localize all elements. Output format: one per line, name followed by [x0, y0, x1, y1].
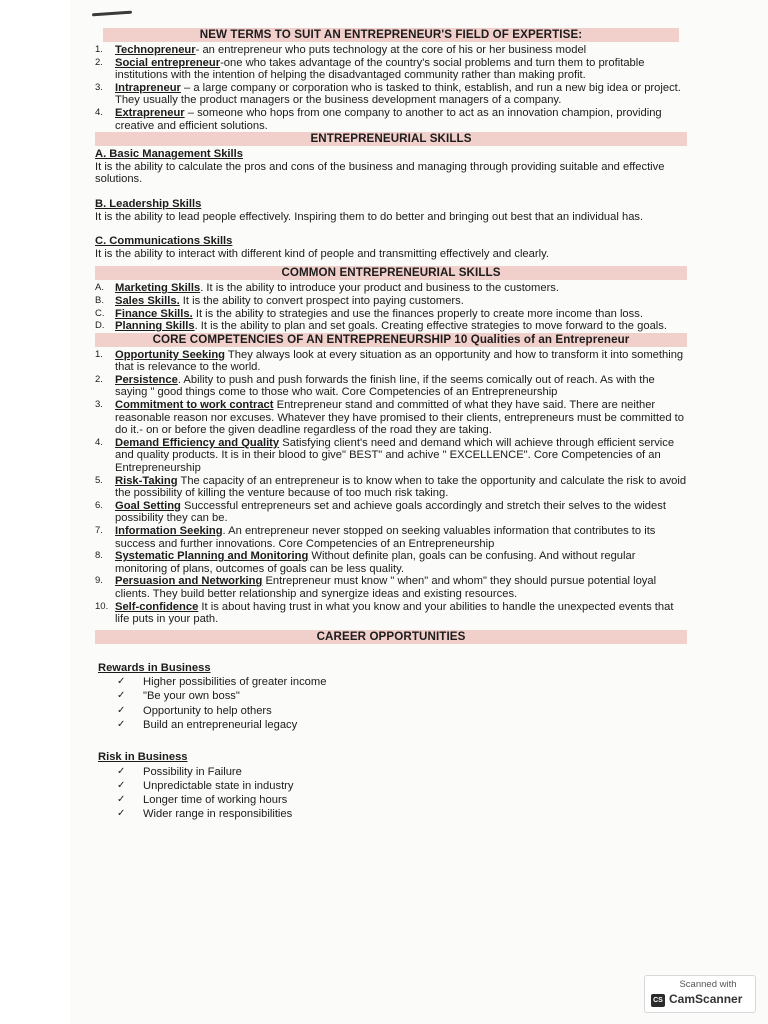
list-item: 8. Systematic Planning and Monitoring Without definite plan, goals can be confusing. And without regular monitoring of plans, outcomes of goals can be less quality. — [95, 550, 636, 575]
risk-heading: Risk in Business — [98, 751, 188, 764]
list-item: ✓ Opportunity to help others — [117, 704, 272, 717]
list-item: B. Sales Skills. It is the ability to convert prospect into paying customers. — [95, 294, 464, 307]
list-item: 6. Goal Setting Successful entrepreneurs set and achieve goals accordingly and stretch their selves to the widest possibility they can be. — [95, 499, 666, 525]
section-title-new-terms: NEW TERMS TO SUIT AN ENTREPRENEUR'S FIELD OF EXPERTISE: — [103, 28, 679, 42]
list-item: ✓ Longer time of working hours — [117, 794, 288, 806]
list-item: C. Finance Skills. It is the ability to strategies and use the finances properly to create more income than loss. — [95, 307, 643, 320]
rewards-heading: Rewards in Business — [98, 661, 211, 674]
section-title-entrepreneurial-skills: ENTREPRENEURIAL SKILLS — [95, 132, 687, 146]
section-title-common-skills: COMMON ENTREPRENEURIAL SKILLS — [95, 266, 687, 280]
section-title-core-competencies: CORE COMPETENCIES OF AN ENTREPRENEURSHIP 10 Qualities of an Entrepreneur — [95, 333, 687, 347]
skill-block — [95, 235, 687, 260]
new-terms-list — [95, 44, 687, 132]
list-item: 3. Intrapreneur – a large company or corporation who is tasked to think, establish, and run a new big idea or project. They usually the product managers or the business development managers of a company. — [95, 81, 681, 107]
skill-text: It is the ability to calculate the pros and cons of the business and managing through providing suitable and effective solutions. — [95, 160, 665, 186]
list-item: 4. Extrapreneur – someone who hops from one company to another to act as an innovation champion, providing creative and efficient solutions. — [95, 106, 662, 132]
list-item: 1. Technopreneur- an entrepreneur who puts technology at the core of his or her business model — [95, 44, 587, 56]
camscanner-brand: CamScanner — [669, 992, 743, 1006]
scanned-with-label: Scanned with — [679, 979, 737, 990]
skill-heading: A. Basic Management Skills — [95, 148, 243, 161]
check-icon: ✓ — [117, 690, 126, 702]
list-item: 1. Opportunity Seeking They always look at every situation as an opportunity and how to transform it into something that is relevance to the world. — [95, 348, 684, 374]
list-item: ✓ "Be your own boss" — [117, 690, 240, 703]
check-icon: ✓ — [117, 704, 126, 716]
skill-text: It is the ability to interact with different kind of people and transmitting effectively and clearly. — [95, 247, 549, 260]
list-item: ✓ Possibility in Failure — [117, 765, 242, 778]
list-item: 3. Commitment to work contract Entrepreneur stand and committed of what they have said. There are neither reasonable reason nor excuses. Whatever they have promised to their clients, entrepreneurs must be committed to do it.- on or before the given deadline regardless of the road they are taking. — [95, 399, 684, 437]
common-skills-list — [95, 282, 687, 332]
skill-block — [95, 148, 687, 186]
list-item: 5. Risk-Taking The capacity of an entrepreneur is to know when to take the opportunity and calculate the risk to avoid the possibility of killing the venture because of too much risk taking. — [95, 474, 687, 500]
list-item: D. Planning Skills. It is the ability to plan and set goals. Creating effective strategies to move forward to the goals. — [95, 320, 667, 333]
list-item: A. Marketing Skills. It is the ability to introduce your product and business to the customers. — [95, 282, 559, 295]
list-item: ✓ Unpredictable state in industry — [117, 779, 294, 792]
risk-list — [95, 766, 687, 821]
camscanner-logo-icon: CS — [651, 994, 665, 1007]
skill-heading: C. Communications Skills — [95, 235, 233, 248]
list-item: ✓ Higher possibilities of greater income — [117, 676, 327, 689]
list-item: 2. Persistence. Ability to push and push forwards the finish line, if the seems comically out of reach. As with the saying " good things come to those who wait. Core Competencies of an Entrepreneurship — [95, 373, 655, 399]
check-icon: ✓ — [117, 765, 126, 777]
list-item: 10. Self-confidence It is about having trust in what you know and your abilities to handle the unexpected events that life puts in your path. — [95, 600, 674, 626]
skill-block — [95, 198, 687, 223]
section-title-career: CAREER OPPORTUNITIES — [95, 630, 687, 644]
list-item: ✓ Build an entrepreneurial legacy — [117, 718, 298, 731]
check-icon: ✓ — [117, 808, 126, 820]
camscanner-watermark — [644, 975, 756, 1013]
list-item: 4. Demand Efficiency and Quality Satisfying client's need and demand which will achieve through efficient service and quality products. It is in their blood to give" BEST" and achive " EXCELLENCE". Core Competencies of an Entrepreneurship — [95, 436, 675, 475]
skill-heading: B. Leadership Skills — [95, 197, 202, 210]
check-icon: ✓ — [117, 718, 126, 730]
rewards-list — [95, 676, 687, 731]
core-competencies-list — [95, 349, 687, 626]
check-icon: ✓ — [117, 779, 126, 791]
list-item: 2. Social entrepreneur-one who takes advantage of the country's social problems and turn them to profitable institutions with the intention of helping the disadvantaged community rather than making profit. — [95, 56, 645, 82]
list-item: ✓ Wider range in responsibilities — [117, 808, 293, 821]
check-icon: ✓ — [117, 794, 126, 805]
check-icon: ✓ — [117, 676, 126, 688]
document-body — [95, 28, 687, 822]
list-item: 9. Persuasion and Networking Entrepreneur must know " when" and whom" they should pursue potential loyal clients. They build better relationship and synergize ideas and existing resources. — [95, 575, 657, 600]
skill-text: It is the ability to lead people effectively. Inspiring them to do better and bringing out best that an individual has. — [95, 210, 644, 223]
list-item: 7. Information Seeking. An entrepreneur never stopped on seeking valuables information that contributes to its success and further innovations. Core Competencies of an Entrepreneurship — [95, 525, 656, 550]
